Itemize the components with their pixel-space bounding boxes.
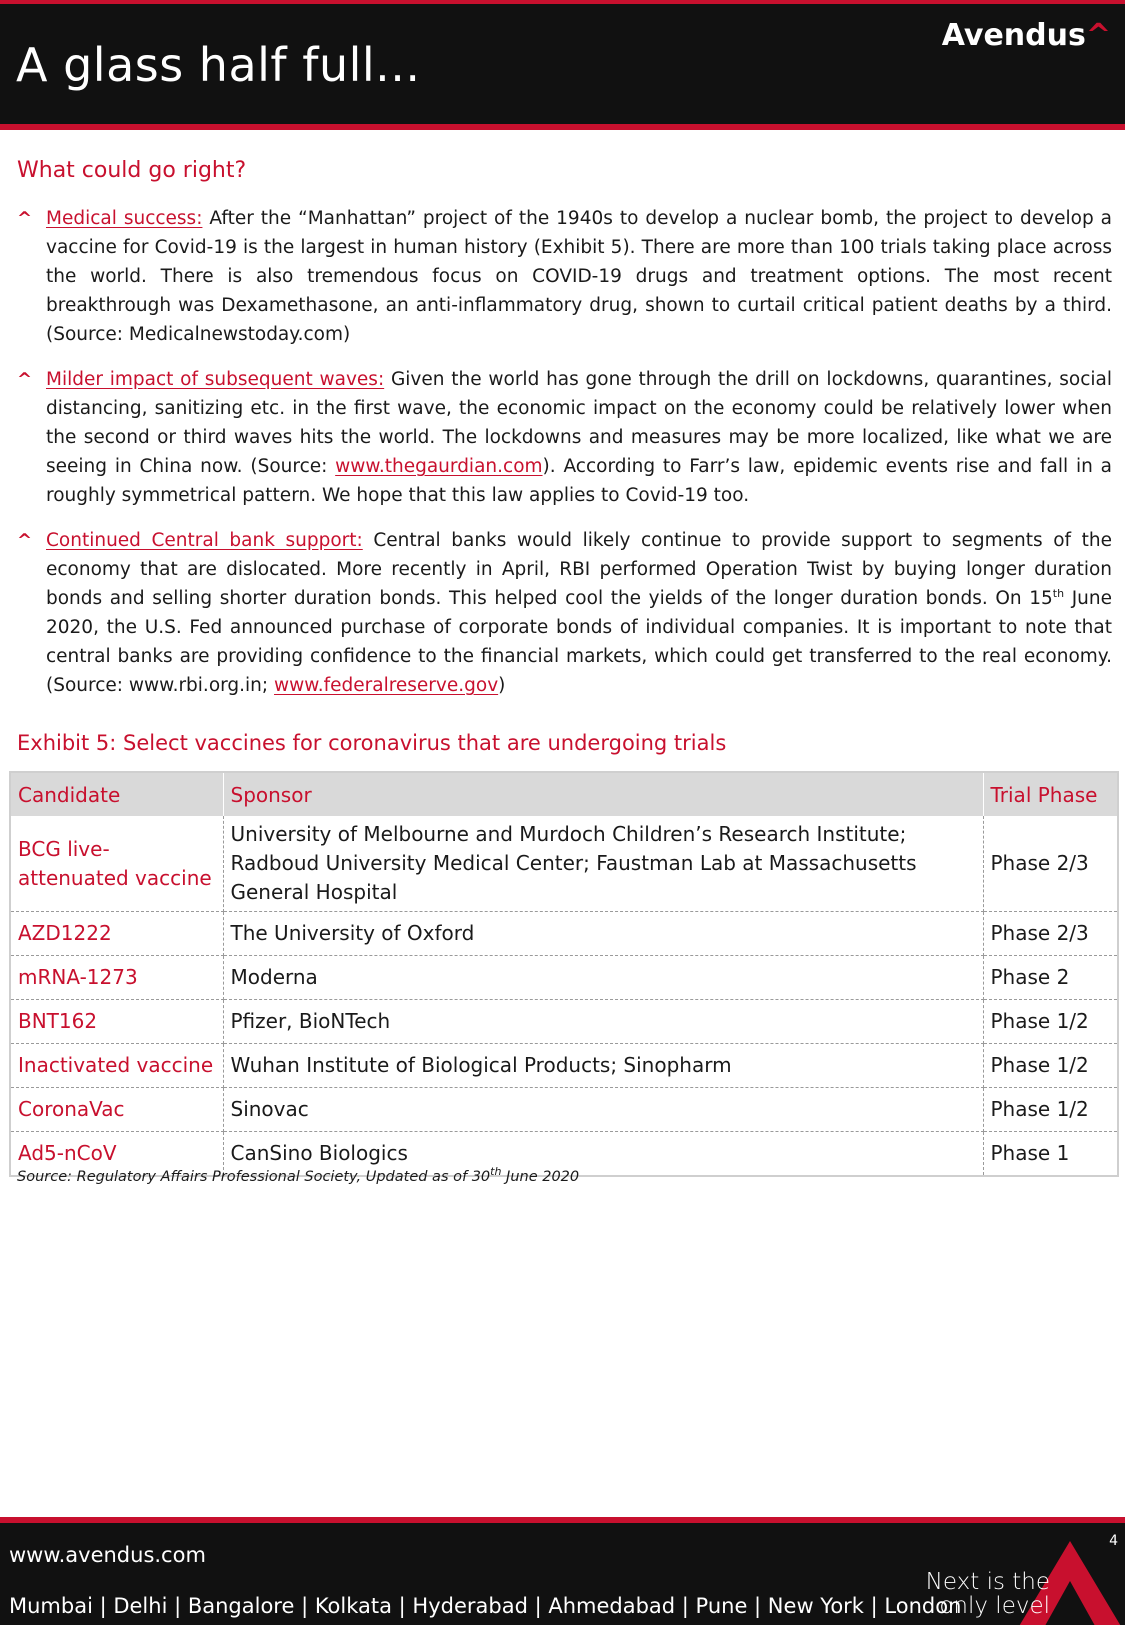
bullet-medical-success xyxy=(17,204,1112,349)
guardian-link[interactable]: www.thegaurdian.com xyxy=(335,456,543,477)
page-header xyxy=(0,0,1125,126)
bullet-body-mid: June 2020, the U.S. Fed announced purchase of corporate bonds of individual companies. It is important to note that central banks are providing confidence to the financial markets, which could get transferred to the real economy. (Source: www.rbi.org.in; xyxy=(46,588,1112,696)
sponsor-cell: The University of Oxford xyxy=(223,912,983,956)
source-text-end: June 2020 xyxy=(501,1169,580,1185)
sponsor-cell: University of Melbourne and Murdoch Children’s Research Institute; Radboud University Medical Center; Faustman Lab at Massachusetts General Hospital xyxy=(223,816,983,912)
candidate-cell: BNT162 xyxy=(10,1000,223,1044)
column-header-sponsor: Sponsor xyxy=(223,772,983,816)
phase-cell: Phase 1/2 xyxy=(983,1000,1118,1044)
brand-name: Avendus xyxy=(941,18,1086,53)
source-note xyxy=(17,1165,580,1185)
bullet-milder-impact xyxy=(17,365,1112,510)
phase-cell: Phase 2/3 xyxy=(983,816,1118,912)
phase-cell: Phase 2 xyxy=(983,956,1118,1000)
footer-website-link[interactable]: www.avendus.com xyxy=(9,1543,206,1567)
ordinal-suffix: th xyxy=(1052,586,1065,600)
vaccine-table xyxy=(9,771,1119,1177)
table-row xyxy=(10,956,1118,1000)
sponsor-cell: Sinovac xyxy=(223,1088,983,1132)
exhibit-title: Exhibit 5: Select vaccines for coronavirus that are undergoing trials xyxy=(17,731,727,755)
phase-cell: Phase 1/2 xyxy=(983,1088,1118,1132)
candidate-cell: Ad5-nCoV xyxy=(10,1132,223,1176)
table-row xyxy=(10,1000,1118,1044)
federalreserve-link[interactable]: www.federalreserve.gov xyxy=(274,675,499,696)
bullet-central-bank xyxy=(17,526,1112,700)
page-title: A glass half full... xyxy=(16,38,421,92)
header-divider xyxy=(0,124,1125,130)
footer-tagline xyxy=(926,1570,1050,1618)
footer-office-cities: Mumbai | Delhi | Bangalore | Kolkata | Hyderabad | Ahmedabad | Pune | New York | London xyxy=(9,1594,962,1618)
phase-cell: Phase 1 xyxy=(990,1140,1070,1165)
column-header-phase: Trial Phase xyxy=(983,772,1118,816)
bullet-body-end: ) xyxy=(498,675,506,696)
candidate-cell: CoronaVac xyxy=(10,1088,223,1132)
tagline-line-1: Next is the xyxy=(925,1569,1050,1595)
column-header-candidate: Candidate xyxy=(10,772,223,816)
phase-cell: Phase 1/2 xyxy=(983,1044,1118,1088)
candidate-cell: AZD1222 xyxy=(10,912,223,956)
section-heading: What could go right? xyxy=(17,158,247,183)
bullet-body-end: ). According to Farr’s law, epidemic events rise and fall in a roughly symmetrical pattern. We hope that this law applies to Covid-19 too. xyxy=(46,456,1112,506)
sponsor-cell: CanSino Biologics xyxy=(223,1132,983,1176)
table-row xyxy=(10,1088,1118,1132)
caret-bullet-icon: ^ xyxy=(17,530,33,551)
brand-caret-icon: ^ xyxy=(1085,18,1111,53)
page-number: 4 xyxy=(1109,1533,1118,1549)
table-row xyxy=(10,912,1118,956)
candidate-cell: Inactivated vaccine xyxy=(10,1044,223,1088)
bullet-body: Central banks would likely continue to provide support to segments of the economy that are dislocated. More recently in April, RBI performed Operation Twist by buying longer duration bonds and selling shorter duration bonds. This helped cool the yields of the longer duration bonds. On 15 xyxy=(46,530,1112,609)
source-text: Source: Regulatory Affairs Professional Society, Updated as of 30 xyxy=(17,1169,491,1185)
bullet-list xyxy=(17,204,1112,716)
bullet-title: Milder impact of subsequent waves: xyxy=(46,369,385,390)
candidate-cell: BCG live-attenuated vaccine xyxy=(10,816,223,912)
bullet-body: Given the world has gone through the drill on lockdowns, quarantines, social distancing, sanitizing etc. in the first wave, the economic impact on the economy could be relatively lower when the second or third waves hits the world. The lockdowns and measures may be more localized, like what we are seeing in China now. (Source: xyxy=(46,369,1112,477)
brand-logo xyxy=(942,18,1111,53)
caret-bullet-icon: ^ xyxy=(17,208,33,229)
page-footer xyxy=(0,1517,1125,1625)
caret-bullet-icon: ^ xyxy=(17,369,33,390)
candidate-cell: mRNA-1273 xyxy=(10,956,223,1000)
sponsor-cell: Wuhan Institute of Biological Products; Sinopharm xyxy=(223,1044,983,1088)
ordinal-suffix: th xyxy=(490,1165,502,1179)
table-header-row xyxy=(10,772,1118,816)
phase-cell: Phase 2/3 xyxy=(983,912,1118,956)
tagline-line-2: only level xyxy=(939,1593,1050,1619)
bullet-title: Continued Central bank support: xyxy=(46,530,363,551)
table-row xyxy=(10,816,1118,912)
sponsor-cell: Moderna xyxy=(223,956,983,1000)
sponsor-cell: Pfizer, BioNTech xyxy=(223,1000,983,1044)
table-row xyxy=(10,1044,1118,1088)
bullet-title: Medical success: xyxy=(46,208,203,229)
bullet-body: After the “Manhattan” project of the 1940s to develop a nuclear bomb, the project to develop a vaccine for Covid-19 is the largest in human history (Exhibit 5). There are more than 100 trials taking place across the world. There is also tremendous focus on COVID-19 drugs and treatment options. The most recent breakthrough was Dexamethasone, an anti-inflammatory drug, shown to curtail critical patient deaths by a third. (Source: Medicalnewstoday.com) xyxy=(46,208,1112,345)
